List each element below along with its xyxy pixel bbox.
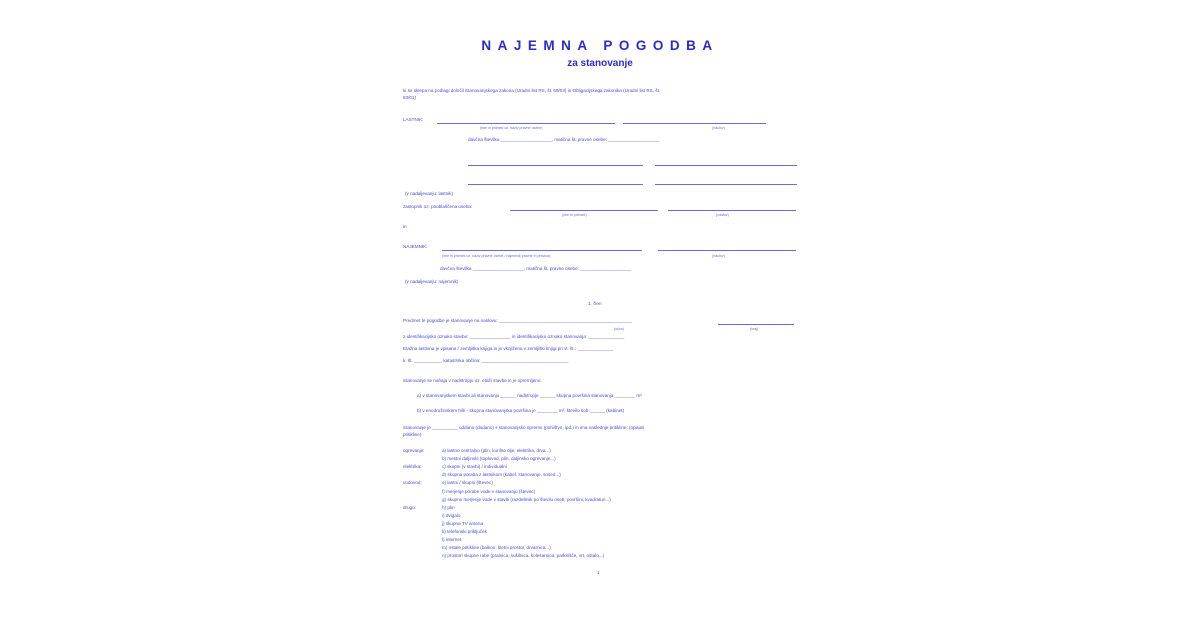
najemnik-davcna: davčna številka ____________________, matična št. pravne osebe: ____________________ — [440, 266, 632, 271]
equipment-option: i) dvigalo — [442, 512, 461, 518]
lastnik-name-line[interactable] — [437, 123, 615, 124]
lastnik-address-line[interactable] — [623, 123, 766, 124]
equipment-option: b) mestni daljinski (toplovod, plin, daljinsko ogrevanje...) — [442, 456, 556, 462]
zastopnik-label: zastopnik oz. pooblaščena oseba: — [403, 204, 473, 209]
lastnik-address-hint: (naslov) — [712, 126, 725, 130]
equipment-option: g) skupno merjenje vode v stavbi (razdelilnik po številu oseb, površini, kvadraturi...) — [442, 496, 611, 502]
ident-line: z identifikacijsko oznako stavbe: ________________ in identifikacijsko oznako stanovanja: ______________ — [403, 334, 625, 339]
equipment-category-label: vodovod: — [403, 480, 422, 486]
equipment-option: m) ostale pritikline (balkon, kletni prostor, drvarnica...) — [442, 545, 551, 551]
equipment-category-label: ogrevanje: — [403, 448, 425, 453]
lastnik-extra-line-2[interactable] — [655, 165, 797, 166]
option-b-line: b) v enodružinskem hiši - skupna stanovanjska površina je ________ m², število sob ______ (kabinet) — [417, 408, 625, 413]
najemnik-address-hint: (naslov) — [712, 254, 725, 258]
zastopnik-name-hint: (ime in priimek) — [562, 213, 587, 217]
lastnik-name-hint: (ime in priimek oz. naziv pravne osebe) — [480, 126, 543, 130]
etaza-line: Etažna lastnina je vpisana / zemljiška knjiga in je vknjižena v zemljiški knjigi pri vl. št.: ______________ — [403, 346, 614, 351]
lastnik-extra-line-1[interactable] — [468, 165, 643, 166]
lastnik-label: LASTNIK: — [403, 117, 424, 122]
equipment-option: d) skupna poraba z lastnikom (kabel, stanovanje, sosed...) — [442, 472, 561, 478]
equipment-option: h) plin — [442, 504, 455, 510]
v-nadaljevanju-lastnik: (v nadaljevanju: lastnik) — [405, 191, 454, 196]
equipment-option: n) prostori skupne rabe (pralnica, sušilnica, kolesarnica, parkirišče, vrt, ostalo...) — [442, 553, 605, 559]
zastopnik-address-hint: (naslov) — [716, 213, 729, 217]
najemnik-label: NAJEMNIK: — [403, 244, 428, 249]
stanovanje-line: Stanovanje se nahaja v nadstropju oz. etaži stavbe in je opremljeno: — [403, 378, 542, 383]
clen-1-heading: 1. člen — [588, 301, 602, 306]
in-label: in — [403, 224, 407, 229]
intro-text-cont: 83/01) — [403, 95, 417, 100]
predmet-ulica-hint: (ulica) — [614, 327, 624, 331]
najemnik-name-hint: (ime in priimek oz. naziv pravne osebe / najemnik pravne in pravica) — [442, 254, 551, 258]
document-subtitle: za stanovanje — [567, 58, 633, 69]
equipment-option: e) lastni / skupni (števec) — [442, 480, 493, 486]
intro-text: ki se sklepa na podlagi določil Stanovanjskega zakona (Uradni list RS, št. 69/03) in Obligacijskega zakonika (Uradni list RS, št. — [403, 88, 661, 93]
document-title: NAJEMNA POGODBA — [481, 38, 719, 53]
equipment-option: k) telefonski priključek — [442, 529, 487, 534]
equipment-option: a) lastno centralno (plin, kurilno olje, elektrika, drva...) — [442, 448, 551, 453]
najemnik-name-line[interactable] — [442, 250, 642, 251]
page-number: 1 — [597, 570, 600, 575]
equipment-option: c) skupni (v stavbi) / individualni — [442, 464, 507, 470]
v-nadaljevanju-najemnik: (v nadaljevanju: najemnik) — [405, 279, 459, 284]
equipment-category-label: elektrika: — [403, 464, 422, 470]
parcela-line: k. št. ___________ katastrska občina: __________________________________ — [403, 358, 569, 363]
equipment-category-label: drugo: — [403, 504, 417, 510]
option-a-line: a) v stanovanjskem stavbi ali stanovanju ______ nadstropje ______ skupna površina stanovanja ________ m² — [417, 393, 642, 398]
predmet-kraj-hint: (kraj) — [750, 327, 759, 331]
zastopnik-name-line[interactable] — [510, 210, 658, 211]
najemnik-address-line[interactable] — [658, 250, 796, 251]
equipment-option: j) skupna TV antena — [442, 520, 484, 526]
equipment-option: l) internet — [442, 537, 462, 543]
lastnik-davcna: davčna številka ____________________, matična št. pravne osebe: ____________________ — [468, 137, 660, 142]
opis-line: Stanovanje je __________ oddano (dodano) s stanovanjsko opremo (pohištvo, ipd.) in ima naslednje pritikline: (opisati — [403, 425, 644, 430]
predmet-line: Predmet te pogodbe je stanovanje na naslovu: ____________________________________________________ — [403, 318, 632, 323]
opis-line-cont: pritikline) — [403, 432, 422, 437]
lastnik-extra-line-3[interactable] — [468, 184, 643, 185]
zastopnik-address-line[interactable] — [668, 210, 796, 211]
equipment-option: f) merjenje porabe vode v stanovanju (števec) — [442, 488, 536, 494]
lastnik-extra-line-4[interactable] — [655, 184, 797, 185]
predmet-kraj-line[interactable] — [718, 324, 794, 325]
